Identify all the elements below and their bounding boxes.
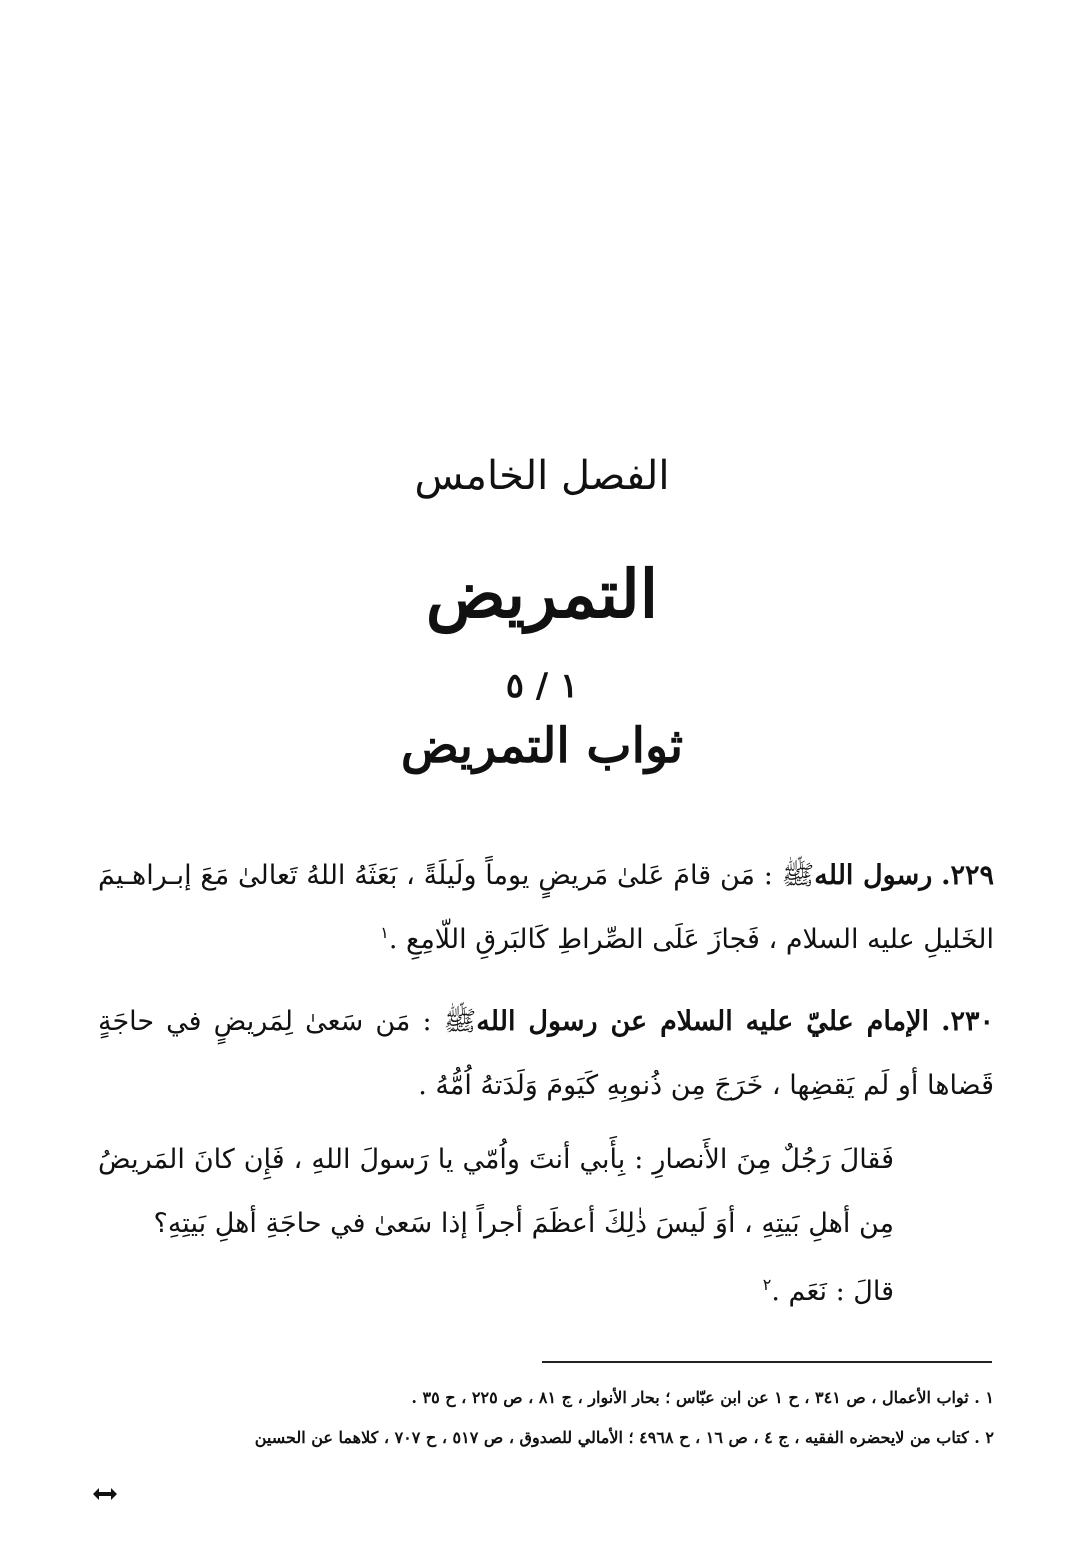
footnotes — [92, 1378, 994, 1458]
section-title: ثواب التمريض — [400, 718, 684, 774]
honorific-mark: ﷺ — [443, 1006, 477, 1037]
answer-text: قالَ : نَعَم . — [771, 1276, 894, 1307]
hadith-speaker: رسول الله — [814, 860, 933, 891]
footnote-ref[interactable]: ٢ — [762, 1275, 772, 1294]
hadith-number: ٢٢٩. — [941, 860, 994, 891]
dialogue-question — [98, 1128, 894, 1256]
chapter-title: التمريض — [425, 555, 659, 633]
continuation-arrow-icon — [90, 1484, 120, 1504]
footnote-divider — [542, 1361, 992, 1363]
question-text: فَقالَ رَجُلٌ مِنَ الأَنصارِ : بِأَبي أنتَ واُمّي يا رَسولَ اللهِ ، فَإِن كانَ المَريضُ مِن أهلِ بَيتِهِ ، أوَ لَيسَ ذٰلِكَ أعظَمَ أجراً إذا سَعىٰ في حاجَةِ أهلِ بَيتِهِ؟ — [98, 1144, 894, 1239]
hadith-speaker: الإمام عليّ عليه السلام عن رسول الله — [476, 1006, 929, 1037]
hadith-text: : مَن قامَ عَلىٰ مَريضٍ يوماً ولَيلَةً ، بَعَثَهُ اللهُ تَعالىٰ مَعَ إبـراهـيمَ الخَليلِ عليه السلام ، فَجازَ عَلَى الصِّراطِ كَالبَرقِ اللّامِعِ . — [98, 860, 994, 955]
hadith-text: : مَن سَعىٰ لِمَريضٍ في حاجَةٍ قَضاها أو لَم يَقضِها ، خَرَجَ مِن ذُنوبِهِ كَيَومَ وَلَدَتهُ اُمُّهُ . — [98, 1006, 994, 1101]
footnote-1: ١ . ثواب الأعمال ، ص ٣٤١ ، ح ١ عن ابن عبّاس ؛ بحار الأنوار ، ج ٨١ ، ص ٢٢٥ ، ح ٣٥ . — [411, 1388, 994, 1407]
hadith-number: ٢٣٠. — [941, 1006, 995, 1037]
hadith-230 — [98, 990, 994, 1118]
hadith-229 — [98, 844, 994, 972]
footnote-ref[interactable]: ١ — [380, 923, 389, 942]
honorific-mark: ﷺ — [781, 860, 815, 891]
dialogue-answer — [98, 1260, 894, 1324]
chapter-label: الفصل الخامس — [414, 453, 670, 499]
footnote-2: ٢ . كتاب من لايحضره الفقيه ، ج ٤ ، ص ١٦ ، ح ٤٩٦٨ ؛ الأمالي للصدوق ، ص ٥١٧ ، ح ٧٠٧ ، كلاهما عن الحسين — [254, 1428, 994, 1447]
section-number: ١ / ٥ — [505, 666, 579, 706]
